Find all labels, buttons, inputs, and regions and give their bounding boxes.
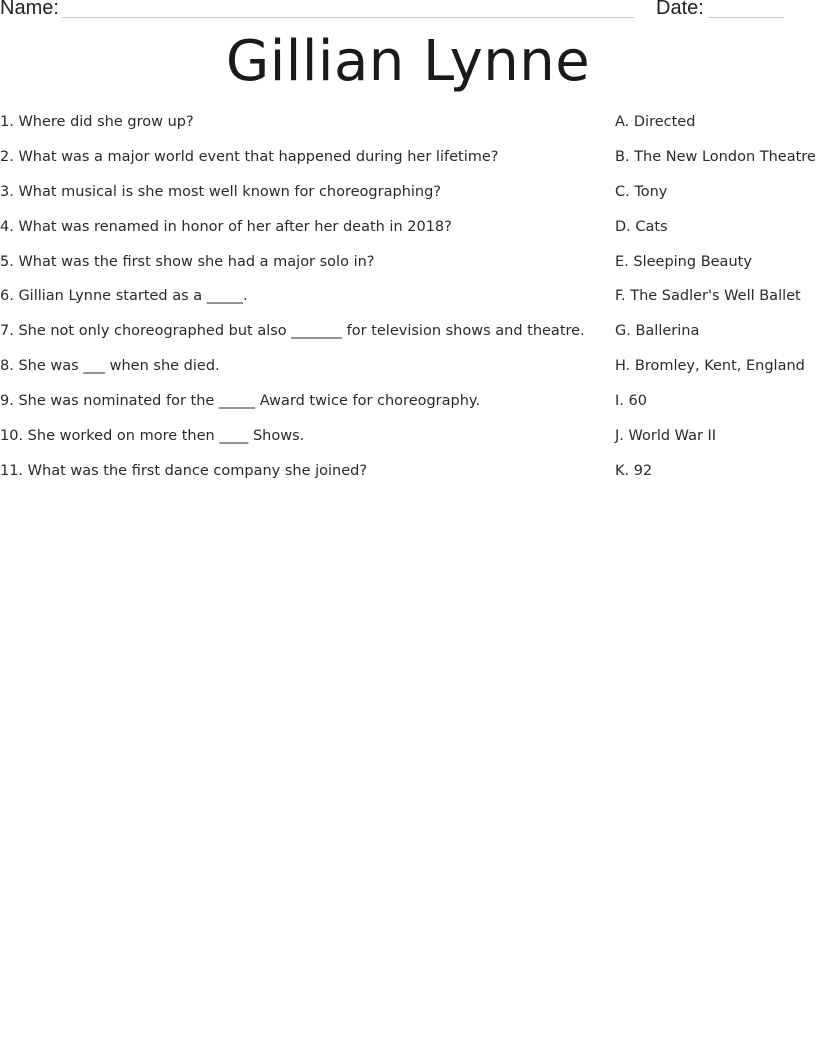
questions-list — [0, 111, 600, 495]
question-item: 10. She worked on more then ____ Shows. — [0, 428, 305, 445]
question-item: 9. She was nominated for the _____ Award twice for choreography. — [0, 393, 481, 410]
page-title: Gillian Lynne — [225, 29, 591, 94]
answer-item: B. The New London Theatre — [615, 148, 816, 165]
question-item: 2. What was a major world event that happened during her lifetime? — [0, 148, 499, 165]
answer-item: D. Cats — [615, 218, 668, 235]
question-item: 4. What was renamed in honor of her after her death in 2018? — [0, 218, 452, 235]
date-label: Date: — [656, 0, 704, 19]
answer-item: F. The Sadler's Well Ballet — [615, 288, 801, 305]
question-item: 11. What was the first dance company she joined? — [0, 462, 368, 479]
worksheet-header — [0, 0, 816, 24]
name-label: Name: — [0, 0, 59, 19]
answer-item: C. Tony — [615, 183, 668, 200]
question-item: 8. She was ___ when she died. — [0, 358, 220, 375]
name-field[interactable] — [62, 17, 634, 18]
answer-item: H. Bromley, Kent, England — [615, 358, 805, 375]
date-field[interactable] — [708, 17, 784, 18]
answer-item: J. World War II — [615, 428, 717, 445]
question-item: 5. What was the first show she had a major solo in? — [0, 253, 375, 270]
question-item: 6. Gillian Lynne started as a _____. — [0, 288, 248, 305]
answer-item: G. Ballerina — [615, 323, 700, 340]
question-item: 1. Where did she grow up? — [0, 114, 194, 130]
answer-item: E. Sleeping Beauty — [615, 253, 752, 270]
answer-item: A. Directed — [615, 114, 696, 130]
question-item: 3. What musical is she most well known for choreographing? — [0, 183, 441, 200]
answer-item: K. 92 — [615, 462, 653, 479]
answer-item: I. 60 — [615, 393, 647, 410]
answers-list — [615, 111, 816, 495]
question-item: 7. She not only choreographed but also _______ for television shows and theatre. — [0, 323, 585, 340]
